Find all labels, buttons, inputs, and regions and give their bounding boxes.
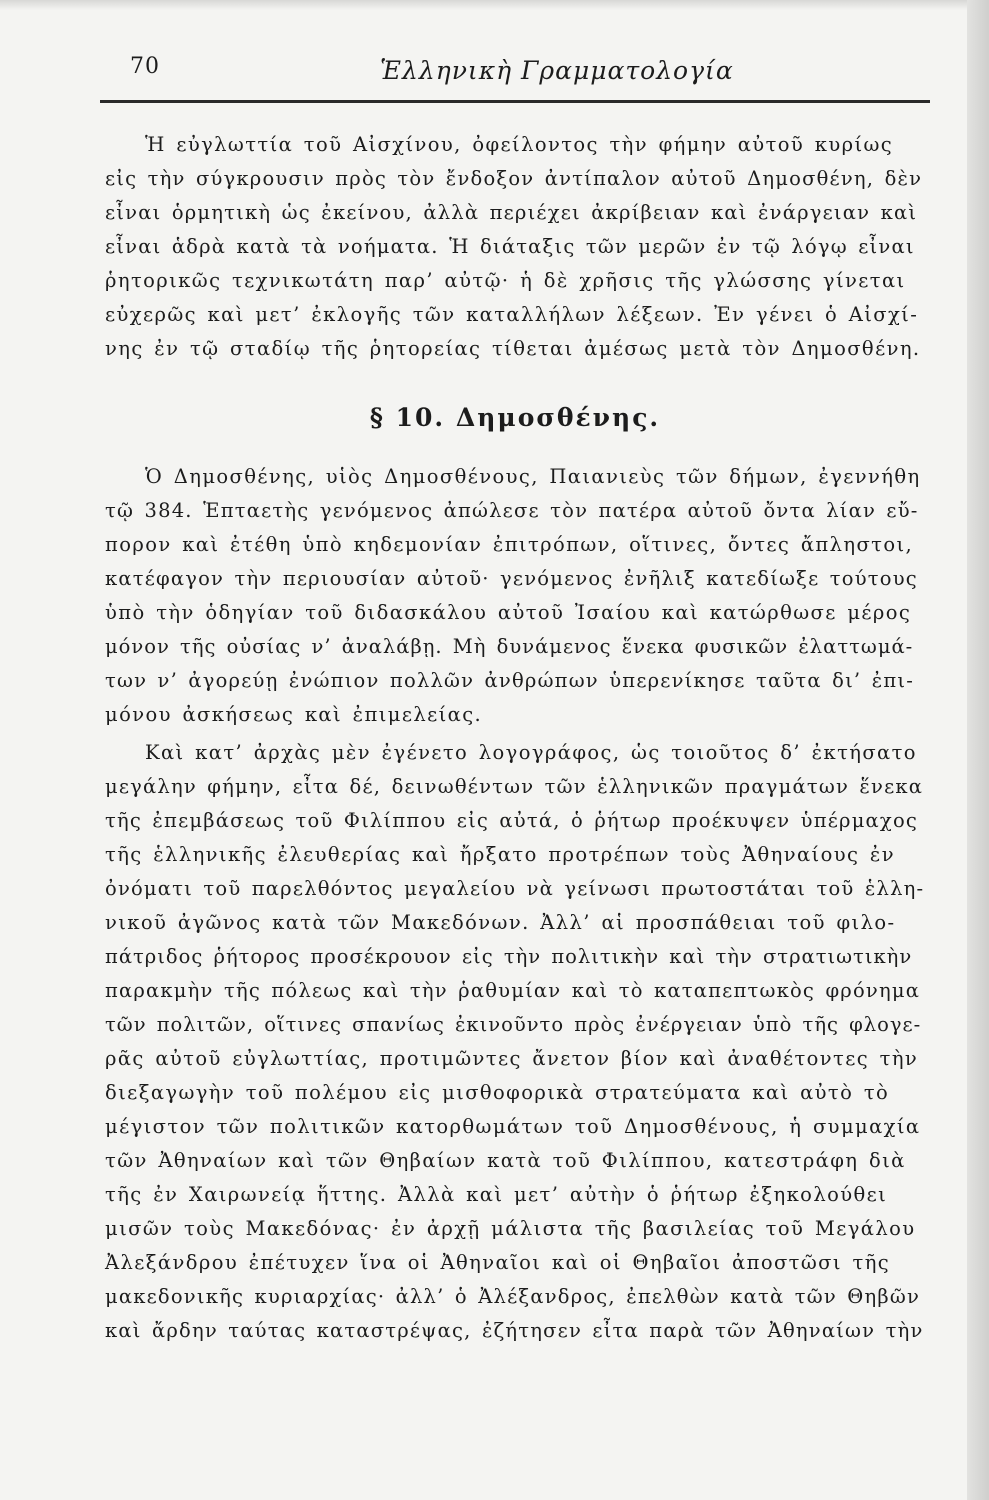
text-line: ὑπὸ τὴν ὁδηγίαν τοῦ διδασκάλου αὐτοῦ Ἰσαίου καὶ κατώρθωσε μέρος — [105, 601, 912, 624]
text-line: καὶ ἄρδην ταύτας καταστρέψας, ἐζήτησεν εἶτα παρὰ τῶν Ἀθηναίων τὴν — [105, 1319, 924, 1342]
paragraph-demosthenes-life — [105, 460, 925, 732]
text-line: μόνου ἀσκήσεως καὶ ἐπιμελείας. — [105, 703, 483, 726]
text-line: ρᾶς αὐτοῦ εὐγλωττίας, προτιμῶντες ἄνετον βίον καὶ ἀναθέτοντες τὴν — [105, 1047, 919, 1070]
page-edge — [967, 0, 989, 1500]
text-line: πορον καὶ ἐτέθη ὑπὸ κηδεμονίαν ἐπιτρόπων, οἵτινες, ὄντες ἄπληστοι, — [105, 533, 914, 556]
text-line: ὀνόματι τοῦ παρελθόντος μεγαλείου νὰ γείνωσι πρωτοστάται τοῦ ἑλλη- — [105, 877, 925, 900]
running-title: Ἑλληνικὴ Γραμματολογία — [380, 56, 734, 85]
header-rule — [100, 100, 930, 103]
text-line: Ἀλεξάνδρου ἐπέτυχεν ἵνα οἱ Ἀθηναῖοι καὶ οἱ Θηβαῖοι ἀποστῶσι τῆς — [105, 1251, 891, 1274]
text-line: εἶναι ἁδρὰ κατὰ τὰ νοήματα. Ἡ διάταξις τῶν μερῶν ἐν τῷ λόγῳ εἶναι — [105, 235, 915, 258]
text-line: τῶν Ἀθηναίων καὶ τῶν Θηβαίων κατὰ τοῦ Φιλίππου, κατεστράφη διὰ — [105, 1149, 906, 1172]
text-line: παρακμὴν τῆς πόλεως καὶ τὴν ῥαθυμίαν καὶ τὸ καταπεπτωκὸς φρόνημα — [105, 979, 921, 1002]
text-line: Καὶ κατ’ ἀρχὰς μὲν ἐγένετο λογογράφος, ὡς τοιοῦτος δ’ ἐκτήσατο — [145, 741, 917, 764]
text-line: ῥητορικῶς τεχνικωτάτη παρ’ αὐτῷ· ἡ δὲ χρῆσις τῆς γλώσσης γίνεται — [105, 269, 906, 292]
paragraph-demosthenes-career — [105, 736, 925, 1348]
text-line: μόνον τῆς οὐσίας ν’ ἀναλάβῃ. Μὴ δυνάμενος ἕνεκα φυσικῶν ἐλαττωμά- — [105, 635, 914, 658]
body-text — [105, 128, 925, 1348]
text-line: διεξαγωγὴν τοῦ πολέμου εἰς μισθοφορικὰ στρατεύματα καὶ αὐτὸ τὸ — [105, 1081, 890, 1104]
page-top-shadow — [0, 0, 989, 10]
text-line: τῶν πολιτῶν, οἵτινες σπανίως ἐκινοῦντο πρὸς ἐνέργειαν ὑπὸ τῆς φλογε- — [105, 1013, 922, 1036]
text-line: κατέφαγον τὴν περιουσίαν αὐτοῦ· γενόμενος ἐνῆλιξ κατεδίωξε τούτους — [105, 567, 918, 590]
text-line: νης ἐν τῷ σταδίῳ τῆς ῥητορείας τίθεται ἀμέσως μετὰ τὸν Δημοσθένη. — [105, 337, 921, 360]
text-line: Ὁ Δημοσθένης, υἱὸς Δημοσθένους, Παιανιεὺς τῶν δήμων, ἐγεννήθη — [145, 465, 921, 488]
paragraph-aeschines — [105, 128, 925, 366]
text-line: μέγιστον τῶν πολιτικῶν κατορθωμάτων τοῦ Δημοσθένους, ἡ συμμαχία — [105, 1115, 921, 1138]
text-line: τῆς ἐπεμβάσεως τοῦ Φιλίππου εἰς αὐτά, ὁ ῥήτωρ προέκυψεν ὑπέρμαχος — [105, 809, 919, 832]
text-line: μακεδονικῆς κυριαρχίας· ἀλλ’ ὁ Ἀλέξανδρος, ἐπελθὼν κατὰ τῶν Θηβῶν — [105, 1285, 921, 1308]
page-number: 70 — [130, 54, 160, 79]
text-line: τῷ 384. Ἑπταετὴς γενόμενος ἀπώλεσε τὸν πατέρα αὐτοῦ ὄντα λίαν εὔ- — [105, 499, 919, 522]
text-line: εἶναι ὁρμητικὴ ὡς ἐκείνου, ἀλλὰ περιέχει ἀκρίβειαν καὶ ἐνάργειαν καὶ — [105, 201, 918, 224]
text-line: μεγάλην φήμην, εἶτα δέ, δεινωθέντων τῶν ἑλληνικῶν πραγμάτων ἕνεκα — [105, 775, 924, 798]
text-line: νικοῦ ἀγῶνος κατὰ τῶν Μακεδόνων. Ἀλλ’ αἱ προσπάθειαι τοῦ φιλο- — [105, 911, 896, 934]
section-heading: § 10. Δημοσθένης. — [369, 403, 661, 432]
text-line: τῆς ἑλληνικῆς ἐλευθερίας καὶ ἤρξατο προτρέπων τοὺς Ἀθηναίους ἐν — [105, 843, 895, 866]
text-line: Ἡ εὐγλωττία τοῦ Αἰσχίνου, ὀφείλοντος τὴν φήμην αὐτοῦ κυρίως — [145, 133, 894, 156]
page-header — [100, 48, 930, 88]
text-line: μισῶν τοὺς Μακεδόνας· ἐν ἀρχῇ μάλιστα τῆς βασιλείας τοῦ Μεγάλου — [105, 1217, 916, 1240]
text-line: πάτριδος ῥήτορος προσέκρουον εἰς τὴν πολιτικὴν καὶ τὴν στρατιωτικὴν — [105, 945, 913, 968]
text-line: των ν’ ἀγορεύῃ ἐνώπιον πολλῶν ἀνθρώπων ὑπερενίκησε ταῦτα δι’ ἐπι- — [105, 669, 915, 692]
text-line: εἰς τὴν σύγκρουσιν πρὸς τὸν ἔνδοξον ἀντίπαλον αὐτοῦ Δημοσθένη, δὲν — [105, 167, 923, 190]
text-line: εὐχερῶς καὶ μετ’ ἐκλογῆς τῶν καταλλήλων λέξεων. Ἐν γένει ὁ Αἰσχί- — [105, 303, 919, 326]
text-line: τῆς ἐν Χαιρωνείᾳ ἥττης. Ἀλλὰ καὶ μετ’ αὐτὴν ὁ ῥήτωρ ἐξηκολούθει — [105, 1183, 888, 1206]
